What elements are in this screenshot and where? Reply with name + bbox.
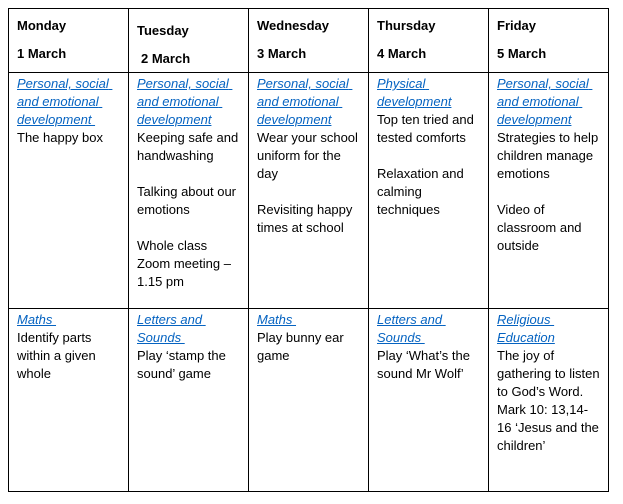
table-border [8, 308, 609, 309]
day-date: 5 March [497, 46, 547, 61]
day-name: Tuesday [137, 23, 189, 38]
cell-friday-row2 [489, 311, 608, 455]
header-thursday [369, 17, 488, 63]
subject-link[interactable]: Personal, social and emotional development [137, 76, 233, 127]
lesson-text: Play bunny ear game [257, 330, 348, 363]
subject-link[interactable]: Physical development [377, 76, 452, 109]
cell-monday-row2 [9, 311, 128, 383]
cell-tuesday-row2 [129, 311, 248, 383]
lesson-text: Whole class Zoom meeting – 1.15 pm [137, 238, 235, 289]
header-wednesday [249, 17, 368, 63]
lesson-text: Talking about our emotions [137, 184, 240, 217]
subject-link[interactable]: Religious Education [497, 312, 555, 345]
subject-link[interactable]: Personal, social and emotional development [497, 76, 593, 127]
day-date: 3 March [257, 46, 307, 61]
day-date: 4 March [377, 46, 427, 61]
timetable [8, 8, 609, 492]
lesson-text: Strategies to help children manage emotions [497, 130, 602, 181]
subject-link[interactable]: Personal, social and emotional development [17, 76, 113, 127]
day-name: Monday [17, 18, 67, 33]
lesson-text: Video of classroom and outside [497, 202, 586, 253]
table-border [8, 72, 609, 73]
lesson-text: The joy of gathering to listen to God’s Word. Mark 10: 13,14-16 ‘Jesus and the children’ [497, 348, 604, 453]
cell-thursday-row2 [369, 311, 488, 383]
cell-tuesday-row1 [129, 75, 248, 291]
header-friday [489, 17, 608, 63]
cell-wednesday-row1 [249, 75, 368, 237]
lesson-text: The happy box [17, 130, 104, 145]
lesson-text: Play ‘stamp the sound’ game [137, 348, 230, 381]
subject-link[interactable]: Letters and Sounds [377, 312, 446, 345]
header-monday [9, 17, 128, 63]
lesson-text: Wear your school uniform for the day [257, 130, 362, 181]
day-name: Thursday [377, 18, 436, 33]
lesson-text: Keeping safe and handwashing [137, 130, 242, 163]
header-tuesday [129, 22, 248, 68]
lesson-text: Top ten tried and tested comforts [377, 112, 478, 145]
subject-link[interactable]: Maths [257, 312, 297, 327]
cell-thursday-row1 [369, 75, 488, 219]
table-border [8, 8, 609, 9]
lesson-text: Identify parts within a given whole [17, 330, 100, 381]
lesson-text: Play ‘What’s the sound Mr Wolf’ [377, 348, 474, 381]
cell-monday-row1 [9, 75, 128, 147]
subject-link[interactable]: Personal, social and emotional development [257, 76, 353, 127]
lesson-text: Relaxation and calming techniques [377, 166, 468, 217]
cell-wednesday-row2 [249, 311, 368, 365]
day-date: 1 March [17, 46, 67, 61]
lesson-text: Revisiting happy times at school [257, 202, 357, 235]
subject-link[interactable]: Letters and Sounds [137, 312, 206, 345]
day-name: Friday [497, 18, 537, 33]
cell-friday-row1 [489, 75, 608, 255]
subject-link[interactable]: Maths [17, 312, 57, 327]
day-name: Wednesday [257, 18, 330, 33]
day-date: 2 March [141, 51, 191, 66]
table-border [608, 8, 609, 492]
table-border [8, 491, 609, 492]
